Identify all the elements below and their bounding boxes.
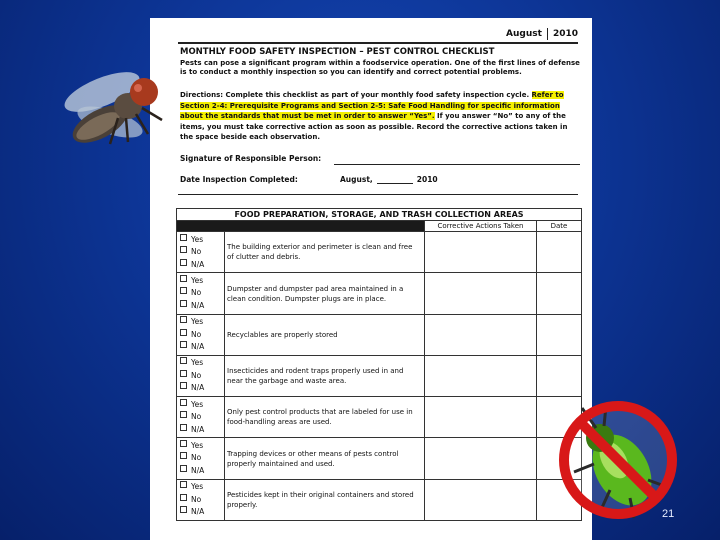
header-year: 2010 (552, 29, 578, 39)
directions-plain: Complete this checklist as part of your monthly food safety inspection cycle. (223, 91, 532, 99)
checkbox-icon[interactable] (180, 411, 187, 418)
checklist-row (177, 232, 582, 273)
answer-option-label: N/A (191, 465, 205, 475)
answer-option-no[interactable] (180, 411, 224, 424)
answer-option-label: No (191, 412, 202, 422)
date-day-blank (377, 175, 413, 184)
answer-options (177, 232, 225, 273)
date-cell[interactable] (537, 273, 582, 314)
checkbox-icon[interactable] (180, 399, 187, 406)
checkbox-icon[interactable] (180, 382, 187, 389)
answer-option-label: N/A (191, 507, 205, 517)
checklist-row (177, 479, 582, 520)
answer-option-no[interactable] (180, 246, 224, 259)
answer-option-label: No (191, 247, 202, 257)
checkbox-icon[interactable] (180, 440, 187, 447)
checkbox-icon[interactable] (180, 506, 187, 513)
answer-option-na[interactable] (180, 300, 224, 313)
answer-option-yes[interactable] (180, 481, 224, 494)
checkbox-icon[interactable] (180, 246, 187, 253)
housefly-icon (40, 62, 180, 172)
answer-option-no[interactable] (180, 370, 224, 383)
answer-option-label: N/A (191, 424, 205, 434)
corrective-action-cell[interactable] (425, 232, 537, 273)
directions-highlight: Refer to Section 2-4: Prerequisite Programs and Section 2-5: Safe Food Handling for specific information about the standards that must be met in order to answer “Yes”. (180, 91, 564, 121)
answer-option-label: Yes (191, 482, 204, 492)
checkbox-icon[interactable] (180, 357, 187, 364)
answer-option-yes[interactable] (180, 357, 224, 370)
section-rule (178, 194, 578, 195)
checklist-row (177, 314, 582, 355)
checklist-document (150, 18, 592, 540)
answer-option-na[interactable] (180, 382, 224, 395)
item-description: Trapping devices or other means of pests control properly maintained and used. (225, 438, 425, 479)
page-number: 21 (662, 508, 675, 520)
corrective-action-cell[interactable] (425, 273, 537, 314)
item-description: Only pest control products that are labeled for use in food-handling areas are used. (225, 397, 425, 438)
checkbox-icon[interactable] (180, 234, 187, 241)
checkbox-icon[interactable] (180, 370, 187, 377)
answer-option-label: No (191, 370, 202, 380)
answer-option-label: No (191, 494, 202, 504)
checkbox-icon[interactable] (180, 259, 187, 266)
signature-label: Signature of Responsible Person: (180, 154, 322, 163)
intro-text: Pests can pose a significant program within a foodservice operation. One of the first lines of defense is to conduct a monthly inspection so you can identify and correct potential problems. (180, 59, 580, 76)
corrective-action-cell[interactable] (425, 355, 537, 396)
answer-option-label: N/A (191, 259, 205, 269)
directions-label: Directions: (180, 91, 224, 99)
header-blank (177, 221, 425, 232)
date-cell[interactable] (537, 355, 582, 396)
answer-option-no[interactable] (180, 452, 224, 465)
answer-option-label: N/A (191, 383, 205, 393)
answer-option-label: N/A (191, 300, 205, 310)
checklist-row (177, 438, 582, 479)
answer-option-na[interactable] (180, 341, 224, 354)
signature-line (334, 164, 580, 165)
item-description: Insecticides and rodent traps properly used in and near the garbage and waste area. (225, 355, 425, 396)
answer-option-label: No (191, 329, 202, 339)
item-description: Pesticides kept in their original containers and stored properly. (225, 479, 425, 520)
item-description: The building exterior and perimeter is clean and free of clutter and debris. (225, 232, 425, 273)
checkbox-icon[interactable] (180, 316, 187, 323)
col-corrective-actions: Corrective Actions Taken (425, 221, 537, 232)
checkbox-icon[interactable] (180, 465, 187, 472)
date-cell[interactable] (537, 232, 582, 273)
answer-option-label: No (191, 453, 202, 463)
date-label: Date Inspection Completed: (180, 175, 298, 184)
answer-option-yes[interactable] (180, 234, 224, 247)
corrective-action-cell[interactable] (425, 479, 537, 520)
answer-options (177, 397, 225, 438)
answer-options (177, 273, 225, 314)
answer-option-label: Yes (191, 234, 204, 244)
checkbox-icon[interactable] (180, 300, 187, 307)
header-month: August (506, 29, 542, 39)
checkbox-icon[interactable] (180, 329, 187, 336)
top-rule (178, 42, 578, 44)
item-description: Dumpster and dumpster pad area maintained in a clean condition. Dumpster plugs are in place. (225, 273, 425, 314)
answer-option-yes[interactable] (180, 275, 224, 288)
checkbox-icon[interactable] (180, 452, 187, 459)
answer-options (177, 355, 225, 396)
header-date (506, 28, 578, 40)
answer-option-label: Yes (191, 358, 204, 368)
answer-option-no[interactable] (180, 494, 224, 507)
directions-text (180, 90, 580, 143)
answer-option-label: Yes (191, 275, 204, 285)
answer-option-na[interactable] (180, 424, 224, 437)
answer-option-yes[interactable] (180, 399, 224, 412)
section-title: FOOD PREPARATION, STORAGE, AND TRASH COLLECTION AREAS (177, 209, 582, 221)
checkbox-icon[interactable] (180, 494, 187, 501)
document-title: MONTHLY FOOD SAFETY INSPECTION – PEST CONTROL CHECKLIST (180, 47, 495, 57)
answer-option-na[interactable] (180, 259, 224, 272)
date-value (340, 175, 438, 184)
checklist-row (177, 273, 582, 314)
answer-option-label: Yes (191, 317, 204, 327)
answer-option-yes[interactable] (180, 440, 224, 453)
date-month: August, (340, 175, 373, 184)
answer-option-no[interactable] (180, 287, 224, 300)
answer-option-yes[interactable] (180, 316, 224, 329)
directions-rest: If you answer “No” to any of the items, you must take corrective action as soon as possible. Record the corrective actions taken in the space beside each observation. (180, 112, 568, 142)
answer-options (177, 438, 225, 479)
checkbox-icon[interactable] (180, 481, 187, 488)
no-bugs-icon (556, 398, 680, 522)
checkbox-icon[interactable] (180, 341, 187, 348)
answer-option-label: No (191, 288, 202, 298)
answer-option-no[interactable] (180, 329, 224, 342)
date-cell[interactable] (537, 314, 582, 355)
date-year: 2010 (416, 175, 438, 184)
checklist-row (177, 355, 582, 396)
corrective-action-cell[interactable] (425, 314, 537, 355)
answer-option-na[interactable] (180, 506, 224, 519)
checklist-table (176, 208, 582, 521)
item-description: Recyclables are properly stored (225, 314, 425, 355)
answer-option-label: Yes (191, 440, 204, 450)
corrective-action-cell[interactable] (425, 397, 537, 438)
checkbox-icon[interactable] (180, 424, 187, 431)
answer-option-label: N/A (191, 342, 205, 352)
answer-option-label: Yes (191, 399, 204, 409)
checkbox-icon[interactable] (180, 275, 187, 282)
answer-options (177, 479, 225, 520)
corrective-action-cell[interactable] (425, 438, 537, 479)
answer-option-na[interactable] (180, 465, 224, 478)
checklist-row (177, 397, 582, 438)
checkbox-icon[interactable] (180, 287, 187, 294)
answer-options (177, 314, 225, 355)
col-date: Date (537, 221, 582, 232)
